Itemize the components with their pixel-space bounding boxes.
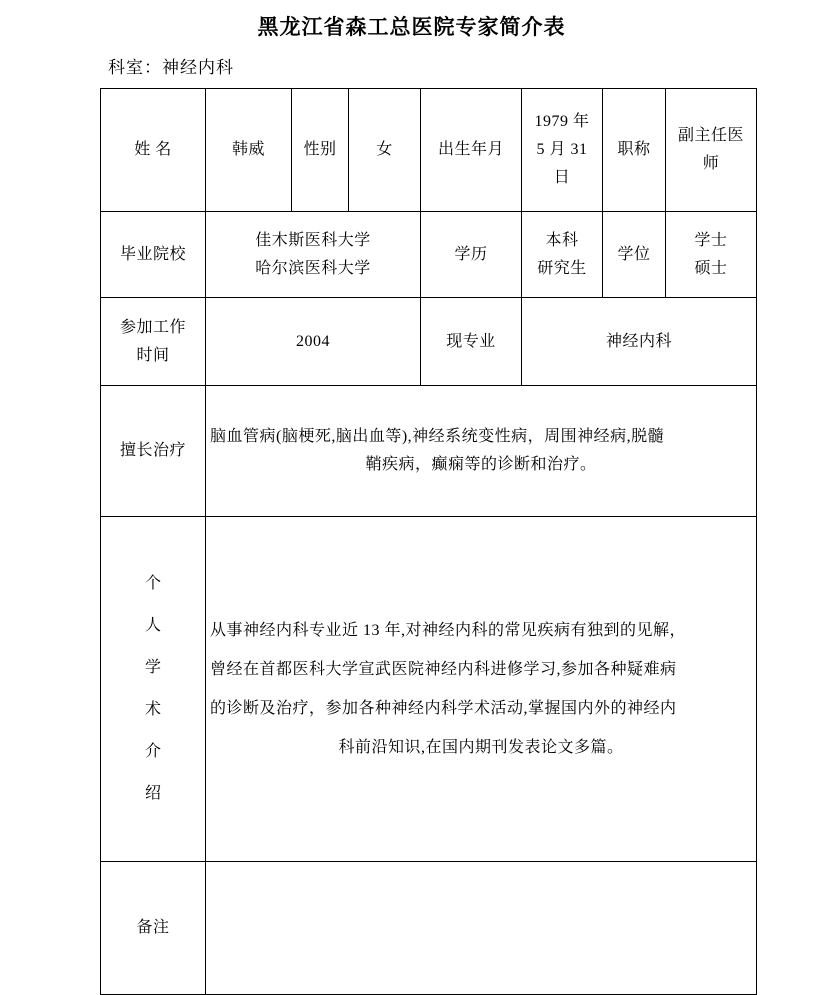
cell-education-label: 学历 xyxy=(421,212,522,298)
dob-line-3: 日 xyxy=(553,169,571,187)
cell-school-value xyxy=(206,212,421,298)
expert-profile-table xyxy=(100,88,757,995)
degree-line-1: 学士 xyxy=(694,231,728,249)
cell-dob-value xyxy=(522,89,603,212)
intro-label-char-4: 术 xyxy=(144,701,161,719)
cell-degree-value xyxy=(666,212,757,298)
department-line: 科室：神经内科 xyxy=(108,58,234,78)
dob-line-1: 1979 年 xyxy=(534,113,590,131)
table-row-intro xyxy=(101,517,757,862)
work-label-line-2: 时间 xyxy=(136,346,170,364)
table-row-basic-info xyxy=(101,89,757,212)
intro-label-char-6: 绍 xyxy=(144,785,161,803)
intro-label-char-2: 人 xyxy=(144,617,161,635)
cell-sex-value: 女 xyxy=(349,89,421,212)
cell-remark-label: 备注 xyxy=(101,862,206,995)
cell-name-value: 韩威 xyxy=(206,89,292,212)
cell-name-label: 姓 名 xyxy=(101,89,206,212)
table-row-expertise xyxy=(101,386,757,517)
title-line-1: 副主任医 xyxy=(677,127,744,145)
cell-education-value xyxy=(522,212,603,298)
expertise-line-2: 鞘疾病，癫痫等的诊断和治疗。 xyxy=(365,456,597,474)
cell-remark-value xyxy=(206,862,757,995)
intro-label-char-1: 个 xyxy=(144,575,161,593)
cell-degree-label: 学位 xyxy=(603,212,666,298)
work-label-line-1: 参加工作 xyxy=(119,318,186,336)
intro-line-3: 的诊断及治疗，参加各种神经内科学术活动,掌握国内外的神经内 xyxy=(210,700,677,718)
cell-intro-label xyxy=(101,517,206,862)
cell-expertise-label: 擅长治疗 xyxy=(101,386,206,517)
expertise-line-1: 脑血管病(脑梗死,脑出血等),神经系统变性病，周围神经病,脱髓 xyxy=(210,428,665,446)
cell-intro-text xyxy=(206,517,757,862)
dob-line-2: 5 月 31 xyxy=(536,141,588,159)
table-row-work xyxy=(101,298,757,386)
cell-school-label: 毕业院校 xyxy=(101,212,206,298)
education-line-1: 本科 xyxy=(545,231,579,249)
intro-line-4: 科前沿知识,在国内期刊发表论文多篇。 xyxy=(338,739,624,757)
cell-specialty-value: 神经内科 xyxy=(522,298,757,386)
school-line-2: 哈尔滨医科大学 xyxy=(255,259,371,277)
table-row-remark xyxy=(101,862,757,995)
intro-label-char-3: 学 xyxy=(144,659,161,677)
cell-title-value xyxy=(666,89,757,212)
cell-specialty-label: 现专业 xyxy=(421,298,522,386)
page-title: 黑龙江省森工总医院专家简介表 xyxy=(257,15,566,39)
degree-line-2: 硕士 xyxy=(694,259,728,277)
intro-line-1: 从事神经内科专业近 13 年,对神经内科的常见疾病有独到的见解， xyxy=(210,621,687,639)
cell-work-label xyxy=(101,298,206,386)
intro-label-char-5: 介 xyxy=(144,743,161,761)
intro-line-2: 曾经在首都医科大学宣武医院神经内科进修学习,参加各种疑难病 xyxy=(210,661,677,679)
education-line-2: 研究生 xyxy=(537,259,587,277)
table-row-education xyxy=(101,212,757,298)
school-line-1: 佳木斯医科大学 xyxy=(255,231,371,249)
cell-work-value: 2004 xyxy=(206,298,421,386)
cell-sex-label: 性别 xyxy=(292,89,349,212)
title-line-2: 师 xyxy=(702,155,720,173)
cell-expertise-text xyxy=(206,386,757,517)
cell-title-label: 职称 xyxy=(603,89,666,212)
cell-dob-label: 出生年月 xyxy=(421,89,522,212)
